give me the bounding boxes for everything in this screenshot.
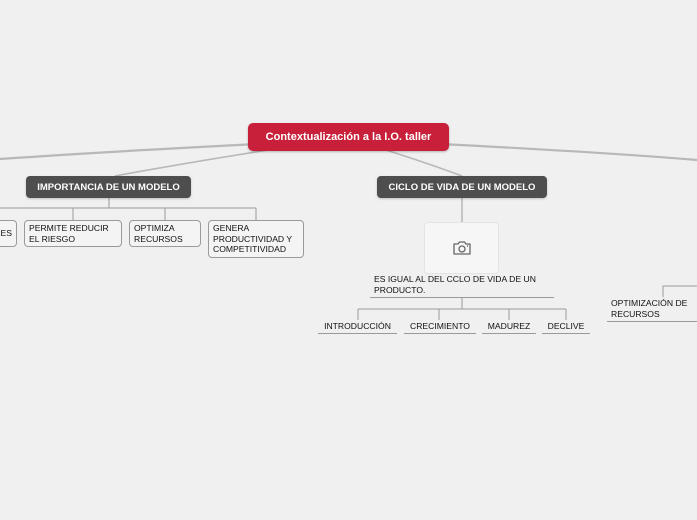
edge-root-center-branch bbox=[386, 150, 462, 176]
phase-madurez[interactable] bbox=[482, 321, 536, 334]
subtopic-label: ES bbox=[0, 228, 12, 239]
phase-label: INTRODUCCIÓN bbox=[324, 321, 391, 331]
topic-ciclo-de-vida[interactable] bbox=[377, 176, 547, 198]
description-node[interactable] bbox=[370, 274, 554, 298]
description-text: ES IGUAL AL DEL CCLO DE VIDA DE UN PRODUCTO. bbox=[374, 274, 536, 295]
subtopic-label: OPTIMIZACIÓN DE RECURSOS bbox=[611, 298, 688, 319]
camera-icon bbox=[452, 240, 472, 256]
edge-right-child bbox=[663, 286, 697, 297]
subtopic-genera[interactable] bbox=[208, 220, 304, 258]
phase-label: MADUREZ bbox=[487, 321, 531, 331]
edge-description-phases bbox=[358, 298, 566, 320]
edge-left-branch-children bbox=[0, 198, 256, 220]
phase-crecimiento[interactable] bbox=[404, 321, 476, 334]
subtopic-label: PERMITE REDUCIR EL RIESGO bbox=[29, 223, 109, 244]
topic-importancia[interactable] bbox=[26, 176, 191, 198]
image-placeholder[interactable] bbox=[424, 222, 499, 274]
subtopic-label: OPTIMIZA RECURSOS bbox=[134, 223, 183, 244]
phase-label: DECLIVE bbox=[547, 321, 585, 331]
subtopic-optimizacion-recursos[interactable] bbox=[607, 298, 697, 322]
subtopic-optimiza[interactable] bbox=[129, 220, 201, 247]
subtopic-reducir-riesgo[interactable] bbox=[24, 220, 122, 247]
topic-label: IMPORTANCIA DE UN MODELO bbox=[37, 181, 180, 193]
subtopic-es[interactable] bbox=[0, 220, 17, 247]
phase-declive[interactable] bbox=[542, 321, 590, 334]
edge-root-far-right bbox=[440, 144, 697, 160]
topic-label: CICLO DE VIDA DE UN MODELO bbox=[388, 181, 536, 193]
phase-introduccion[interactable] bbox=[318, 321, 397, 334]
phase-label: CRECIMIENTO bbox=[409, 321, 470, 331]
root-label: Contextualización a la I.O. taller bbox=[265, 131, 432, 143]
root-node[interactable] bbox=[248, 123, 449, 151]
edge-root-left-branch bbox=[115, 150, 268, 176]
subtopic-label: GENERA PRODUCTIVIDAD Y COMPETITIVIDAD bbox=[213, 223, 292, 255]
edge-root-far-left bbox=[0, 144, 258, 159]
